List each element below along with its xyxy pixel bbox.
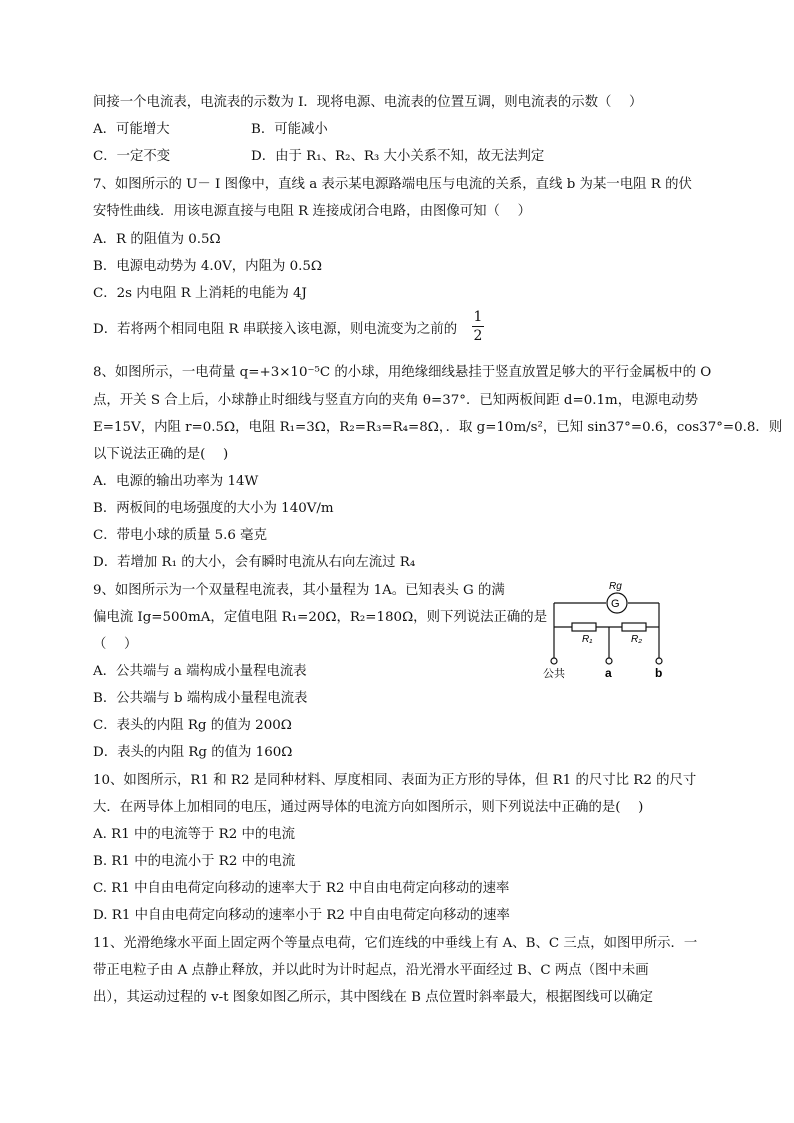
q9-stem-line-3: （ ） (93, 637, 138, 652)
terminal-b (656, 658, 662, 664)
q11-stem-line-1: 11、光滑绝缘水平面上固定两个等量点电荷，它们连线的中垂线上有 A、B、C 三点，如图甲所示．一 (93, 936, 698, 951)
q6-option-c: C．一定不变 (93, 149, 171, 164)
common-terminal-label: 公共 (543, 668, 565, 680)
r1-label: R₁ (582, 634, 593, 645)
rg-label: Rg (609, 581, 622, 592)
q6-option-a: A．可能增大 (93, 122, 170, 137)
q7-option-a: A．R 的阻值为 0.5Ω (93, 232, 221, 247)
terminal-common (551, 658, 557, 664)
q8-option-c: C．带电小球的质量 5.6 毫克 (93, 528, 267, 543)
q7-stem-line-2: 安特性曲线．用该电源直接与电阻 R 连接成闭合电路，由图像可知（ ） (93, 204, 531, 219)
q7-stem-line-1: 7、如图所示的 U－ I 图像中，直线 a 表示某电源路端电压与电流的关系，直线 b 为某一电阻 R 的伏 (93, 177, 692, 192)
q10-stem-line-1: 10、如图所示，R1 和 R2 是同种材料、厚度相同、表面为正方形的导体，但 R1 的尺寸比 R2 的尺寸 (93, 773, 697, 788)
q9-stem-line-1: 9、如图所示为一个双量程电流表，其小量程为 1A。已知表头 G 的满 (93, 583, 505, 598)
resistor-r2 (622, 623, 646, 631)
q8-stem-line-3: E=15V，内阻 r=0.5Ω，电阻 R₁=3Ω，R₂=R₃=R₄=8Ω，．取 g=10m/s²，已知 sin37°=0.6，cos37°=0.8．则 (93, 420, 783, 435)
q9-option-a: A．公共端与 a 端构成小量程电流表 (93, 664, 307, 679)
q10-option-b: B. R1 中的电流小于 R2 中的电流 (93, 854, 296, 869)
q6-option-b: B．可能减小 (251, 122, 328, 137)
fraction-bar (472, 326, 484, 327)
terminal-a (606, 658, 612, 664)
q8-option-b: B．两板间的电场强度的大小为 140V/m (93, 501, 334, 516)
q10-option-c: C. R1 中自由电荷定向移动的速率大于 R2 中自由电荷定向移动的速率 (93, 881, 510, 896)
fraction-denominator: 2 (473, 328, 483, 344)
q11-stem-line-3: 出），其运动过程的 v-t 图象如图乙所示，其中图线在 B 点位置时斜率最大，根据图线可以确定 (93, 990, 653, 1005)
q8-stem-line-4: 以下说法正确的是( ) (93, 447, 229, 462)
q9-option-c: C．表头的内阻 Rg 的值为 200Ω (93, 718, 292, 733)
q11-stem-line-2: 带正电粒子由 A 点静止释放，并以此时为计时起点，沿光滑水平面经过 B、C 两点（图中未画 (93, 963, 649, 978)
galvanometer-label: G (611, 598, 620, 610)
q9-option-d: D．表头的内阻 Rg 的值为 160Ω (93, 745, 293, 760)
q8-stem-line-2: 点，开关 S 合上后，小球静止时细线与竖直方向的夹角 θ=37°．已知两板间距 d=0.1m，电源电动势 (93, 393, 699, 408)
dual-range-ammeter-diagram (540, 576, 680, 680)
q8-option-d: D．若增加 R₁ 的大小，会有瞬时电流从右向左流过 R₄ (93, 555, 416, 570)
q7-option-b: B．电源电动势为 4.0V，内阻为 0.5Ω (93, 259, 323, 274)
q10-stem-line-2: 大．在两导体上加相同的电压，通过两导体的电流方向如图所示，则下列说法中正确的是( ) (93, 800, 644, 815)
q6-stem-line: 间接一个电流表，电流表的示数为 I．现将电源、电流表的位置互调，则电流表的示数（ ） (93, 95, 643, 110)
b-terminal-label: b (655, 666, 663, 680)
q8-option-a: A．电源的输出功率为 14W (93, 474, 259, 489)
q6-option-d: D．由于 R₁、R₂、R₃ 大小关系不知，故无法判定 (251, 149, 545, 164)
q7-option-c: C．2s 内电阻 R 上消耗的电能为 4J (93, 286, 307, 301)
q7-option-d: D．若将两个相同电阻 R 串联接入该电源，则电流变为之前的 (93, 322, 458, 337)
q10-option-a: A. R1 中的电流等于 R2 中的电流 (93, 827, 296, 842)
q9-stem-line-2: 偏电流 Ig=500mA，定值电阻 R₁=20Ω，R₂=180Ω，则下列说法正确的是 (93, 610, 548, 625)
fraction-one-half (472, 309, 484, 344)
resistor-r1 (572, 623, 596, 631)
r2-label: R₂ (631, 634, 643, 645)
q10-option-d: D. R1 中自由电荷定向移动的速率小于 R2 中自由电荷定向移动的速率 (93, 908, 510, 923)
q9-option-b: B．公共端与 b 端构成小量程电流表 (93, 691, 308, 706)
fraction-numerator: 1 (473, 309, 483, 325)
a-terminal-label: a (605, 666, 612, 680)
q8-stem-line-1: 8、如图所示，一电荷量 q=+3×10⁻⁵C 的小球，用绝缘细线悬挂于竖直放置足够大的平行金属板中的 O (93, 365, 712, 380)
